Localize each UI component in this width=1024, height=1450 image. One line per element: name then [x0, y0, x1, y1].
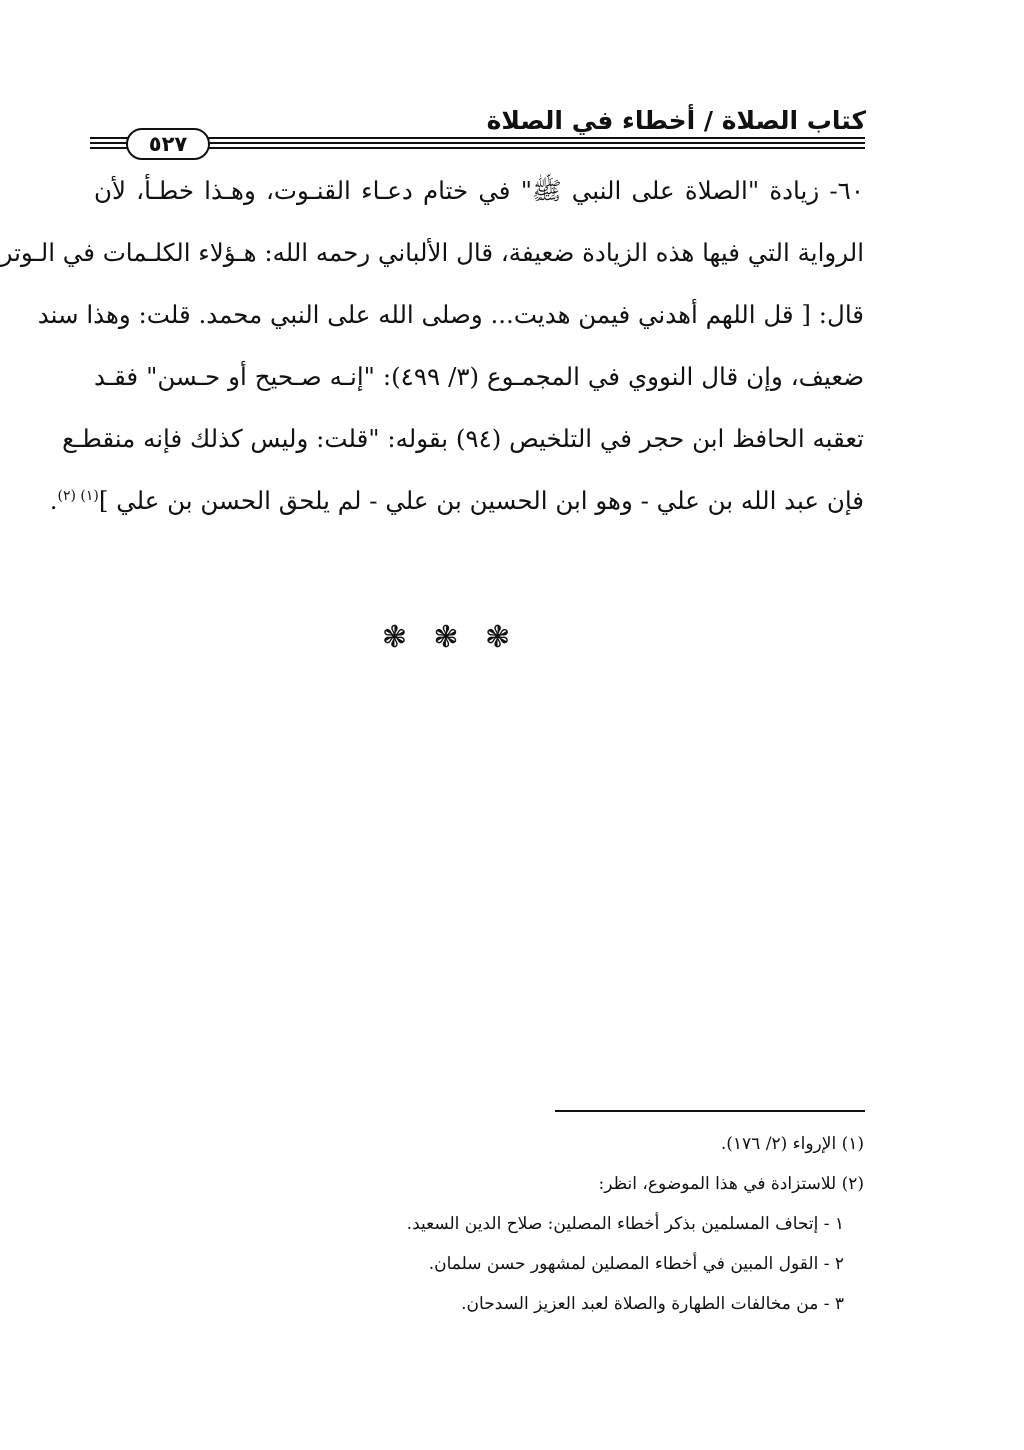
- body-line: ٦٠- زيادة "الصلاة على النبي ﷺ" في ختام دعـاء القنـوت، وهـذا خطـأ، لأن: [94, 176, 864, 205]
- footnote-2-item-3: ٣ - من مخالفات الطهارة والصلاة لعبد العزيز السدحان.: [461, 1294, 844, 1314]
- footnote-2: (٢) للاستزادة في هذا الموضوع، انظر:: [598, 1174, 864, 1194]
- footnote-2-item-2: ٢ - القول المبين في أخطاء المصلين لمشهور حسن سلمان.: [428, 1254, 844, 1274]
- footnote-1: (١) الإرواء (٢/ ١٧٦).: [720, 1134, 864, 1154]
- footnotes: [304, 1124, 864, 1324]
- footnote-references: (١) (٢): [57, 487, 99, 504]
- footnote-2-item-1: ١ - إتحاف المسلمين بذكر أخطاء المصلين: صلاح الدين السعيد.: [406, 1214, 844, 1234]
- body-line: ضعيف، وإن قال النووي في المجمـوع (٣/ ٤٩٩): "إنـه صـحيح أو حـسن" فقـد: [94, 362, 865, 391]
- body-line: قال: [ قل اللهم أهدني فيمن هديت... وصلى الله على النبي محمد. قلت: وهذا سند: [37, 300, 864, 329]
- running-header-title: كتاب الصلاة / أخطاء في الصلاة: [486, 106, 866, 135]
- end-mark: .: [49, 486, 58, 515]
- body-line-text: فإن عبد الله بن علي - وهو ابن الحسين بن علي - لم يلحق الحسن بن علي ]: [98, 486, 864, 515]
- footnote-rule: [555, 1110, 865, 1112]
- body-line: تعقبه الحافظ ابن حجر في التلخيص (٩٤) بقوله: "قلت: وليس كذلك فإنه منقطـع: [62, 424, 864, 453]
- body-line: الرواية التي فيها هذه الزيادة ضعيفة، قال الألباني رحمه الله: هـؤلاء الكلـمات في الـوتر: [0, 238, 864, 267]
- body-line-last: [49, 470, 864, 532]
- main-text: [0, 160, 865, 532]
- section-separator: ❃ ❃ ❃: [381, 620, 519, 655]
- page-number: ٥٢٧: [126, 128, 210, 160]
